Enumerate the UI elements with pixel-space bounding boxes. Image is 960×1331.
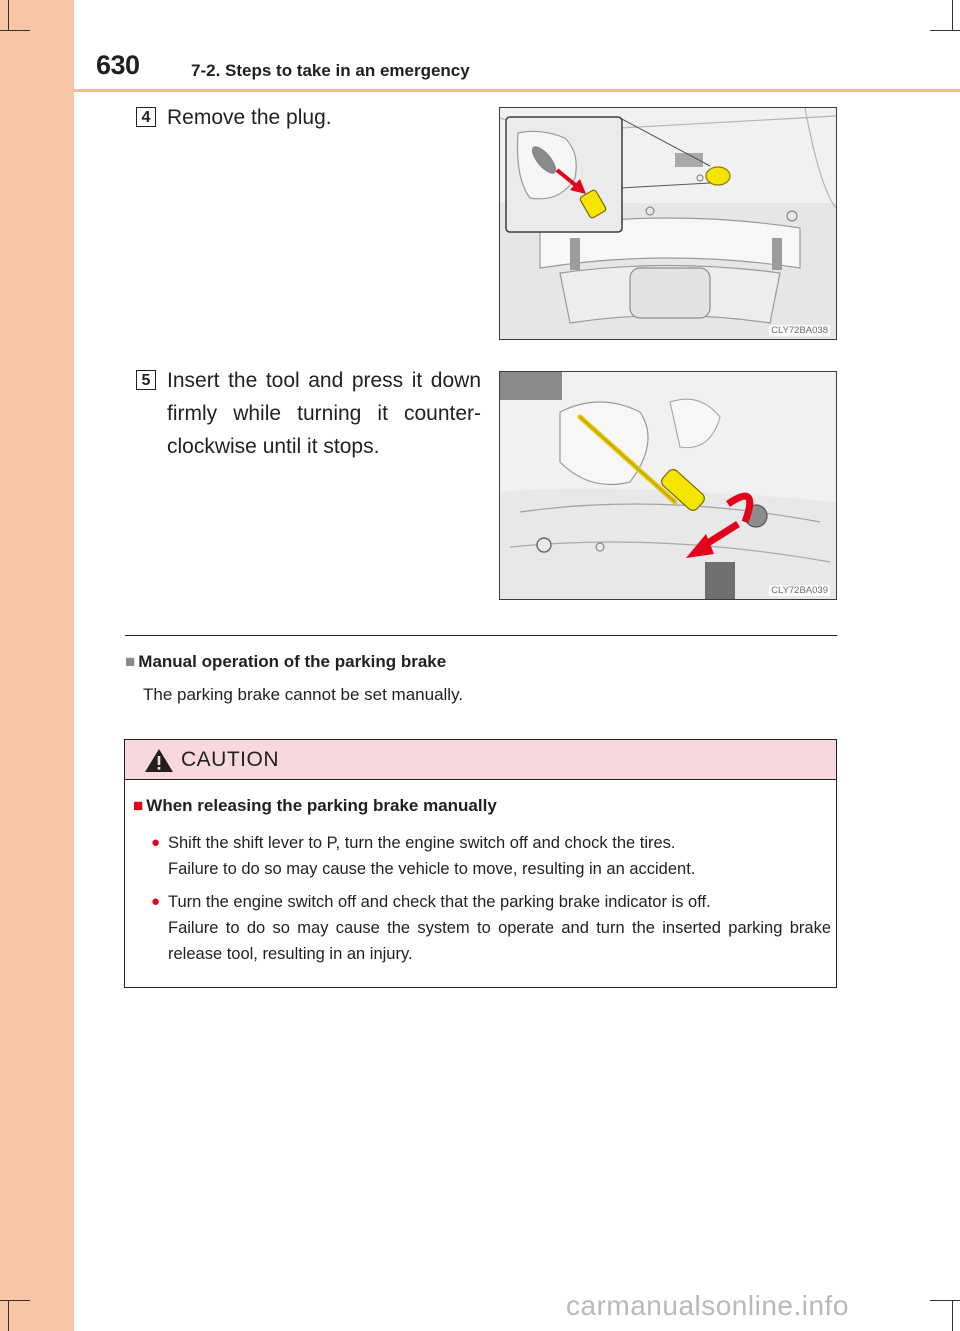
section-divider — [125, 635, 837, 636]
header-rule — [74, 89, 960, 92]
crop-mark — [8, 1300, 9, 1331]
red-bullet-icon: ● — [151, 834, 161, 851]
figure-code: CLY72BA038 — [771, 325, 828, 336]
crop-mark — [952, 1300, 953, 1331]
step-number-badge: 5 — [136, 370, 156, 390]
remove-plug-illustration — [499, 107, 837, 340]
insert-tool-illustration — [499, 371, 837, 600]
caution-bullet-line: Failure to do so may cause the system to operate and turn the inserted parking brake release tool, resulting in an injury. — [168, 919, 831, 963]
step-number-badge: 4 — [136, 107, 156, 127]
crop-mark — [8, 0, 9, 30]
caution-bullet-line: Turn the engine switch off and check that the parking brake indicator is off. — [168, 893, 711, 911]
page-number: 630 — [96, 50, 140, 80]
crop-mark — [930, 1300, 960, 1301]
chapter-sidebar — [0, 0, 74, 1331]
red-square-icon: ■ — [133, 796, 144, 815]
caution-box — [124, 739, 837, 988]
note-heading-text: Manual operation of the parking brake — [138, 652, 447, 671]
vehicle-underbody-drawing — [500, 108, 836, 339]
watermark: carmanualsonline.info — [566, 1290, 849, 1321]
caution-heading — [133, 796, 497, 816]
gray-square-icon: ■ — [125, 652, 136, 671]
caution-bullet-line: Shift the shift lever to P, turn the engine switch off and chock the tires. — [168, 834, 676, 852]
caution-title: CAUTION — [181, 748, 279, 771]
caution-bullet — [151, 830, 831, 882]
crop-mark — [952, 0, 953, 30]
crop-mark — [930, 30, 960, 31]
tool-turning-drawing — [500, 372, 836, 599]
note-body: The parking brake cannot be set manually. — [143, 685, 464, 704]
caution-bullet-line: Failure to do so may cause the vehicle to move, resulting in an accident. — [168, 860, 696, 878]
figure-code: CLY72BA039 — [771, 585, 828, 596]
note-heading — [125, 652, 446, 672]
step-instruction: Remove the plug. — [167, 106, 332, 129]
red-bullet-icon: ● — [151, 893, 161, 910]
warning-triangle-icon — [144, 748, 174, 773]
section-title: 7-2. Steps to take in an emergency — [191, 61, 470, 80]
caution-header — [125, 740, 836, 780]
caution-bullet — [151, 889, 831, 967]
crop-mark — [0, 1300, 30, 1301]
caution-heading-text: When releasing the parking brake manually — [146, 796, 497, 815]
crop-mark — [0, 30, 30, 31]
step-instruction: Insert the tool and press it down firmly while turning it counter-clockwise until it stops. — [167, 369, 481, 458]
